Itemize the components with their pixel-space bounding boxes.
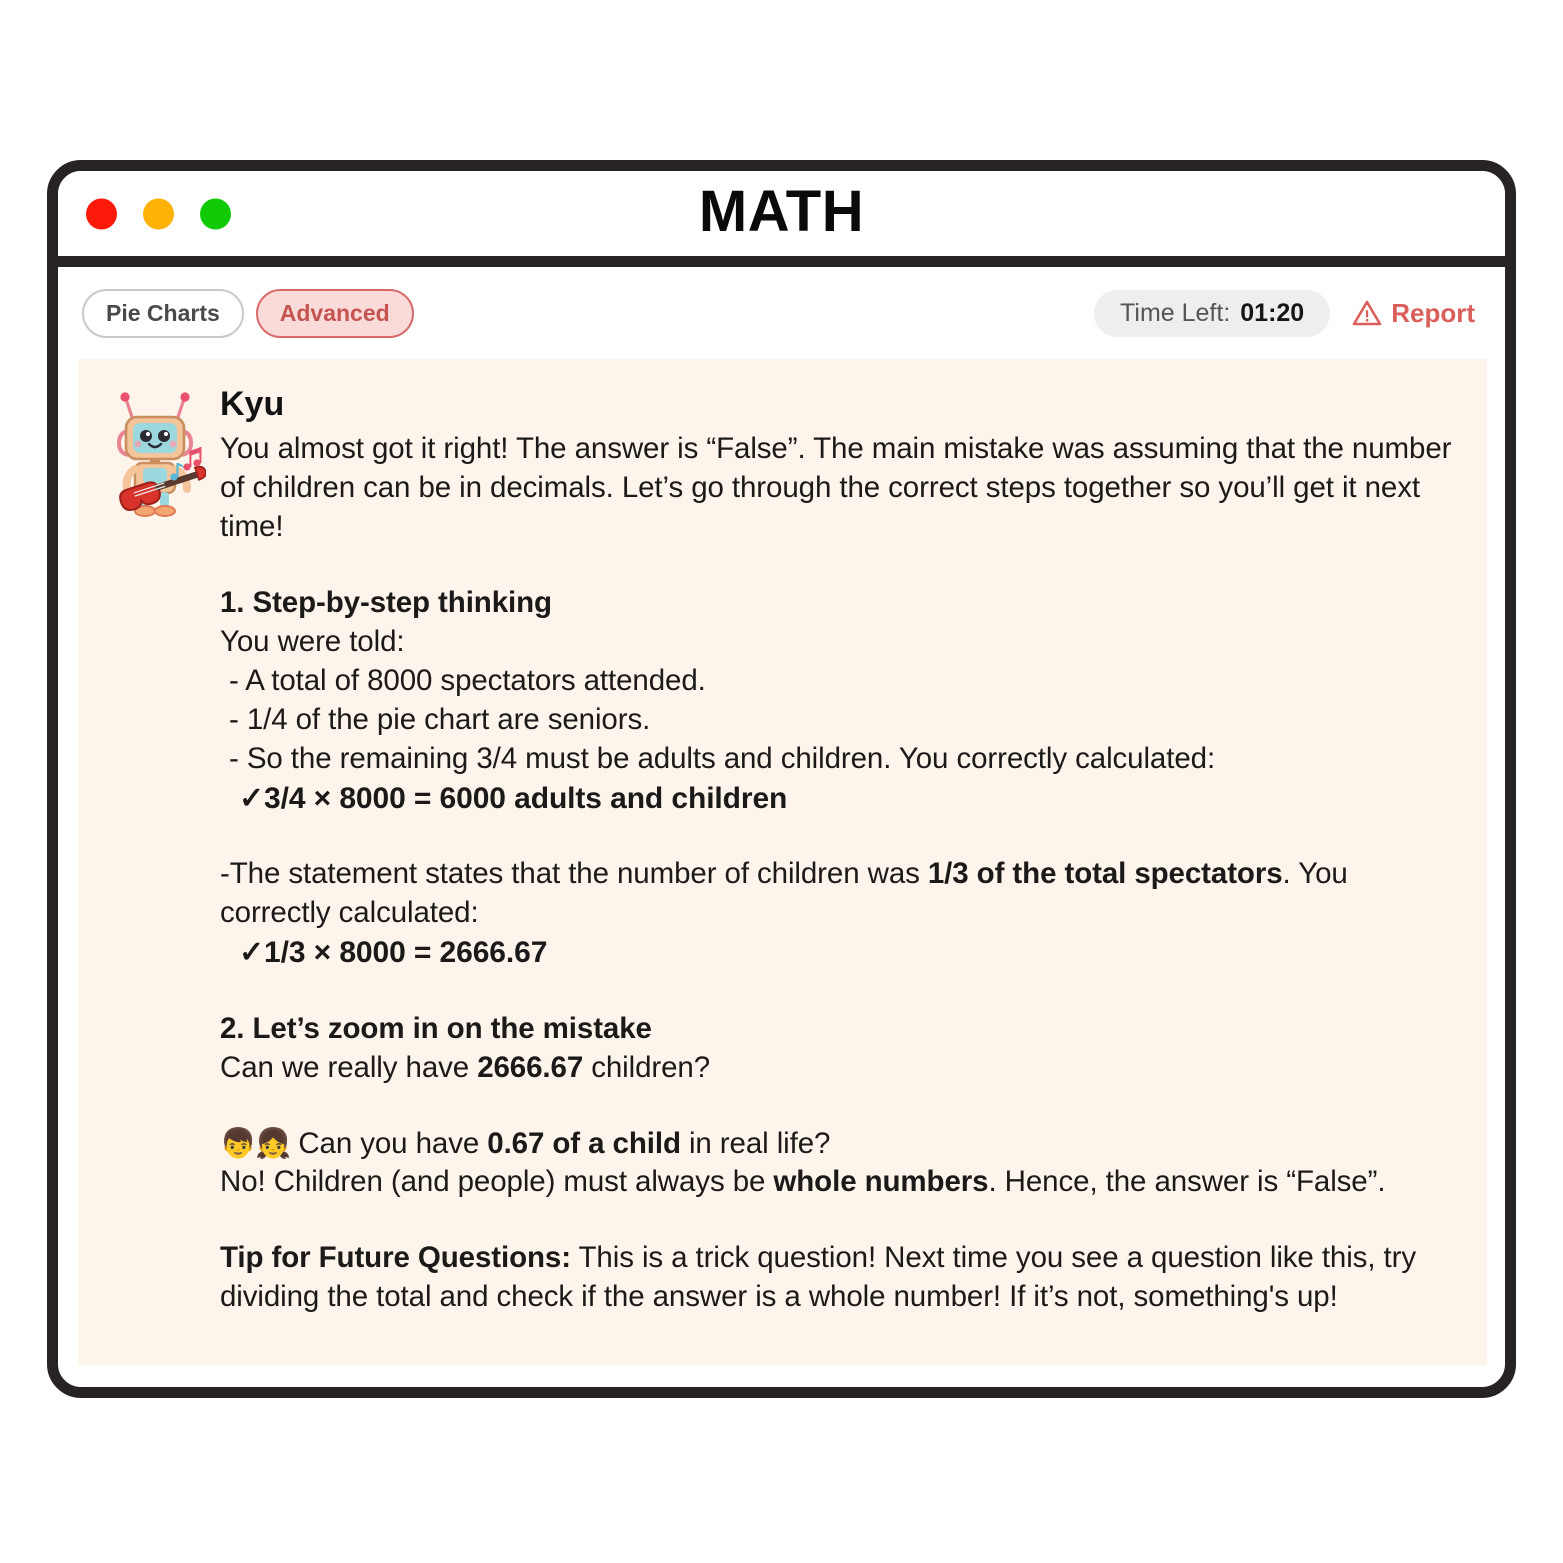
chip-group: [82, 289, 414, 338]
intro-paragraph: You almost got it right! The answer is “False”. The main mistake was assuming that the number of children can be in decimals. Let’s go through the correct steps together so you’ll get it next time!: [220, 432, 1452, 543]
section-1-lead: You were told:: [220, 624, 405, 658]
app-window: [47, 160, 1516, 1398]
section-1-bullet-2: - So the remaining 3/4 must be adults and children. You correctly calculated:: [229, 741, 1216, 775]
left-edge-notch: [47, 871, 60, 881]
page-title: MATH: [698, 178, 865, 244]
warning-triangle-icon: [1352, 299, 1382, 327]
statement-paragraph: [220, 855, 1457, 933]
time-left-indicator: [1094, 290, 1330, 337]
topic-chip[interactable]: Pie Charts: [82, 289, 244, 338]
child-answer-pre: No! Children (and people) must always be: [220, 1165, 774, 1199]
section-1-bullet-0: - A total of 8000 spectators attended.: [229, 663, 706, 697]
explanation-panel: [78, 359, 1487, 1365]
section-2-heading: 2. Let’s zoom in on the mistake: [220, 1011, 652, 1045]
statement-post: . You correctly calculated:: [220, 857, 1348, 930]
section-1-check-line: ✓3/4 × 8000 = 6000 adults and children: [239, 781, 788, 815]
toolbar-right-group: [1094, 290, 1475, 337]
section-2-pre: Can we really have: [220, 1050, 478, 1084]
statement-bold: 1/3 of the total spectators: [927, 857, 1283, 891]
time-left-label: Time Left:: [1120, 298, 1231, 327]
tip-label: Tip for Future Questions:: [220, 1241, 571, 1275]
statement-check-line: ✓1/3 × 8000 = 2666.67: [239, 936, 548, 970]
tip-text: This is a trick question! Next time you see a question like this, try dividing the total and check if the answer is a whole number! If it’s not, something's up!: [220, 1241, 1416, 1314]
section-2-question: [220, 1049, 1457, 1088]
traffic-light-group: [86, 198, 231, 229]
children-emoji-icon: 👦👧: [220, 1127, 291, 1160]
section-2-post: children?: [583, 1050, 711, 1084]
child-question-bold: 0.67 of a child: [487, 1126, 681, 1160]
maximize-window-button[interactable]: [200, 198, 231, 229]
difficulty-chip[interactable]: Advanced: [256, 289, 414, 338]
close-window-button[interactable]: [86, 198, 117, 229]
section-1-heading: 1. Step-by-step thinking: [220, 585, 552, 619]
time-left-value: 01:20: [1240, 298, 1305, 327]
child-question-line: [220, 1125, 1457, 1164]
child-question-pre: Can you have: [290, 1126, 488, 1160]
tip-paragraph: [220, 1239, 1457, 1317]
window-titlebar: [58, 171, 1505, 267]
minimize-window-button[interactable]: [143, 198, 174, 229]
toolbar: [58, 267, 1505, 359]
child-question-post: in real life?: [680, 1126, 831, 1160]
right-edge-notch: [1503, 871, 1516, 881]
speaker-name: Kyu: [220, 385, 285, 423]
section-1-bullet-1: - 1/4 of the pie chart are seniors.: [229, 702, 651, 736]
report-button[interactable]: [1352, 299, 1475, 327]
child-answer-post: . Hence, the answer is “False”.: [988, 1165, 1386, 1199]
child-answer-bold: whole numbers: [773, 1165, 989, 1199]
statement-pre: -The statement states that the number of children was: [220, 857, 928, 891]
explanation-body: [220, 385, 1457, 1345]
child-answer-line: [220, 1163, 1457, 1202]
report-button-label: Report: [1391, 298, 1475, 328]
robot-guitarist-avatar-icon: [104, 385, 206, 1345]
section-2-bold: 2666.67: [477, 1050, 584, 1084]
